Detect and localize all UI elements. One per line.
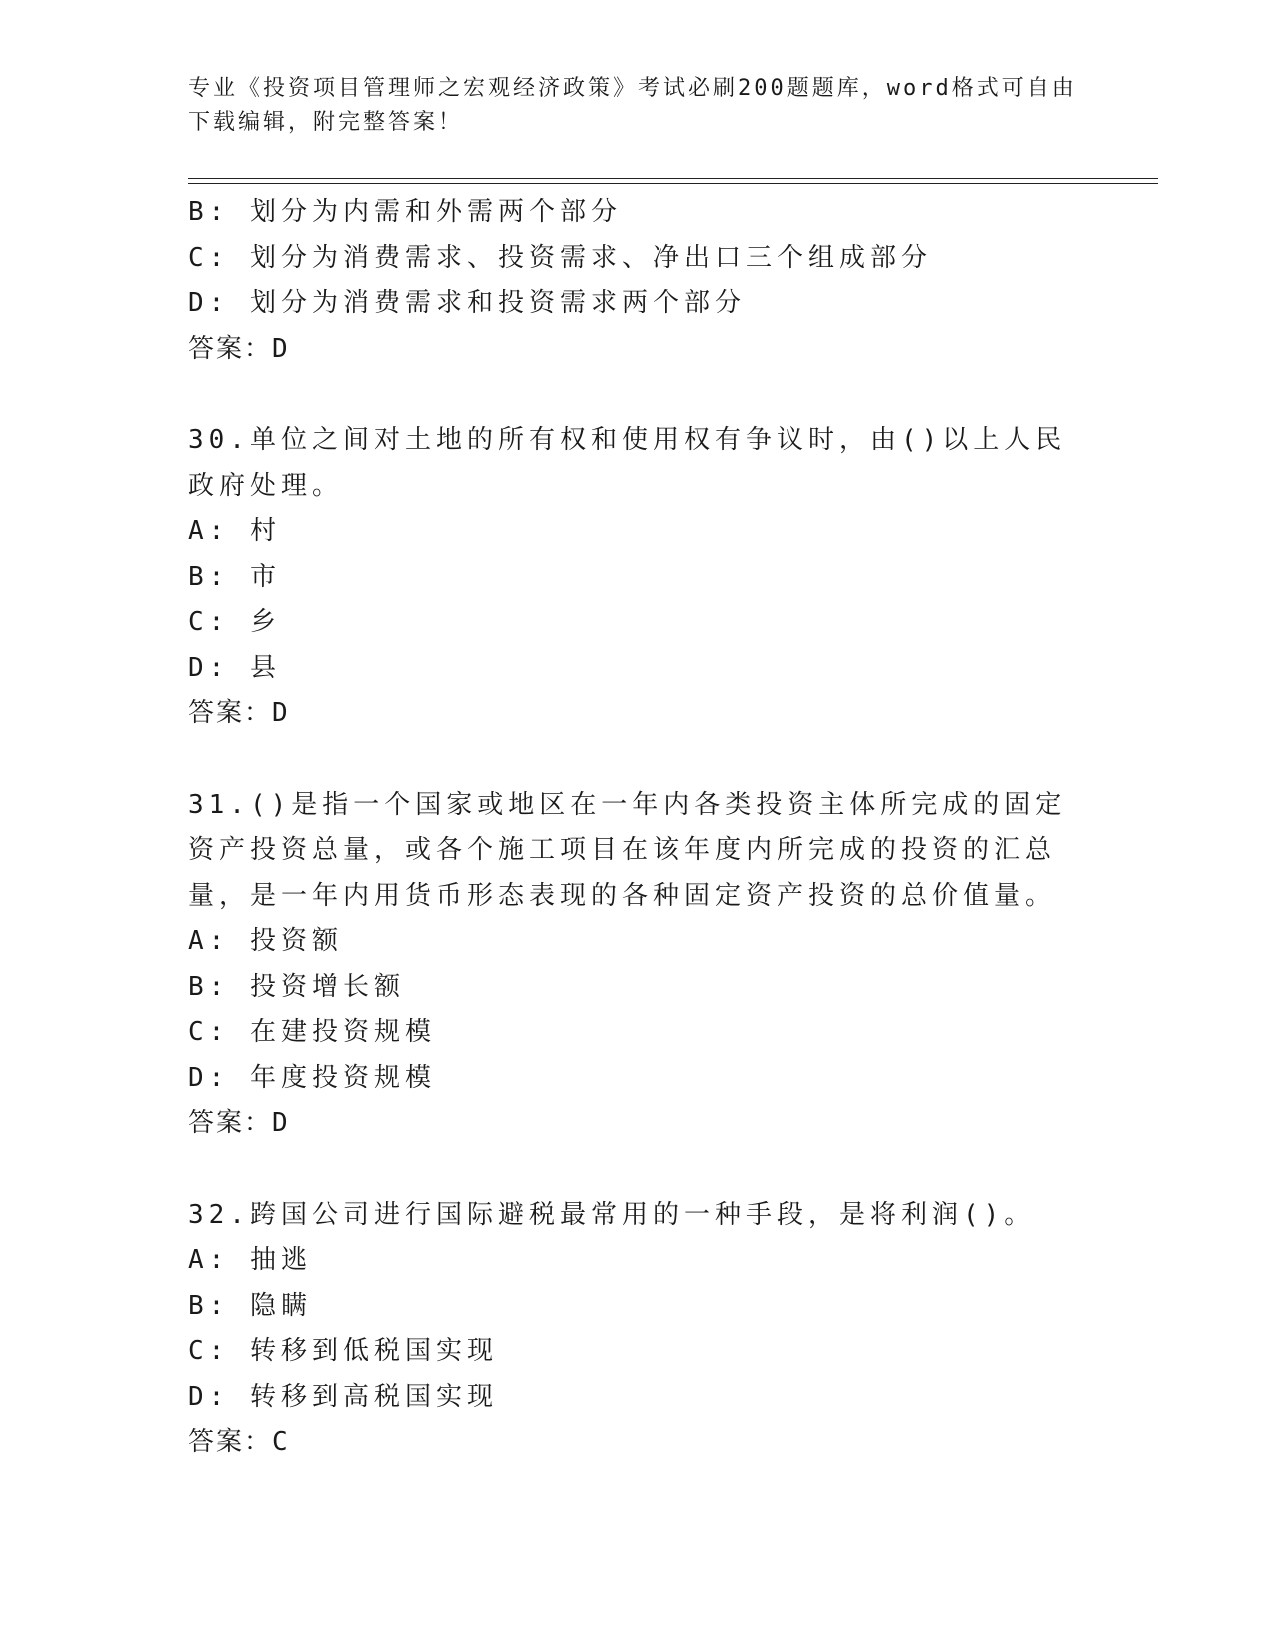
question-list	[188, 190, 1088, 1466]
option-d: D: 转移到高税国实现	[188, 1381, 498, 1412]
question-text: 32.跨国公司进行国际避税最常用的一种手段，是将利润()。	[188, 1199, 1036, 1230]
header-double-rule	[188, 178, 1158, 184]
option-d: D: 年度投资规模	[188, 1062, 436, 1093]
option-d: D: 划分为消费需求和投资需求两个部分	[188, 288, 746, 318]
option-c: C: 乡	[188, 607, 281, 637]
spacer	[188, 372, 1088, 418]
option-c: C: 转移到低税国实现	[188, 1336, 498, 1366]
option-a: A: 投资额	[188, 926, 343, 956]
option-c: C: 划分为消费需求、投资需求、净出口三个组成部分	[188, 242, 932, 273]
answer: 答案：D	[188, 333, 290, 364]
option-b: B: 投资增长额	[188, 971, 405, 1002]
option-b: B: 市	[188, 561, 281, 592]
spacer	[188, 737, 1088, 783]
answer: 答案：C	[188, 1427, 290, 1457]
question-32	[188, 1193, 1088, 1466]
answer: 答案：D	[188, 1108, 290, 1138]
question-30	[188, 418, 1088, 737]
option-d: D: 县	[188, 652, 281, 683]
document-header: 专业《投资项目管理师之宏观经济政策》考试必刷200题题库，word格式可自由下载编辑，附完整答案！	[188, 76, 1077, 135]
answer: 答案：D	[188, 698, 290, 728]
question-31	[188, 783, 1088, 1147]
option-a: A: 村	[188, 516, 281, 546]
option-c: C: 在建投资规模	[188, 1017, 436, 1047]
question-text: 30.单位之间对土地的所有权和使用权有争议时，由()以上人民政府处理。	[188, 425, 1067, 501]
question-29-tail	[188, 190, 1088, 372]
option-a: A: 抽逃	[188, 1245, 312, 1275]
option-b: B: 隐瞒	[188, 1290, 312, 1321]
option-b: B: 划分为内需和外需两个部分	[188, 197, 622, 227]
question-text: 31.()是指一个国家或地区在一年内各类投资主体所完成的固定资产投资总量，或各个施工项目在该年度内所完成的投资的汇总量，是一年内用货币形态表现的各种固定资产投资的总价值量。	[188, 789, 1067, 911]
spacer	[188, 1147, 1088, 1193]
